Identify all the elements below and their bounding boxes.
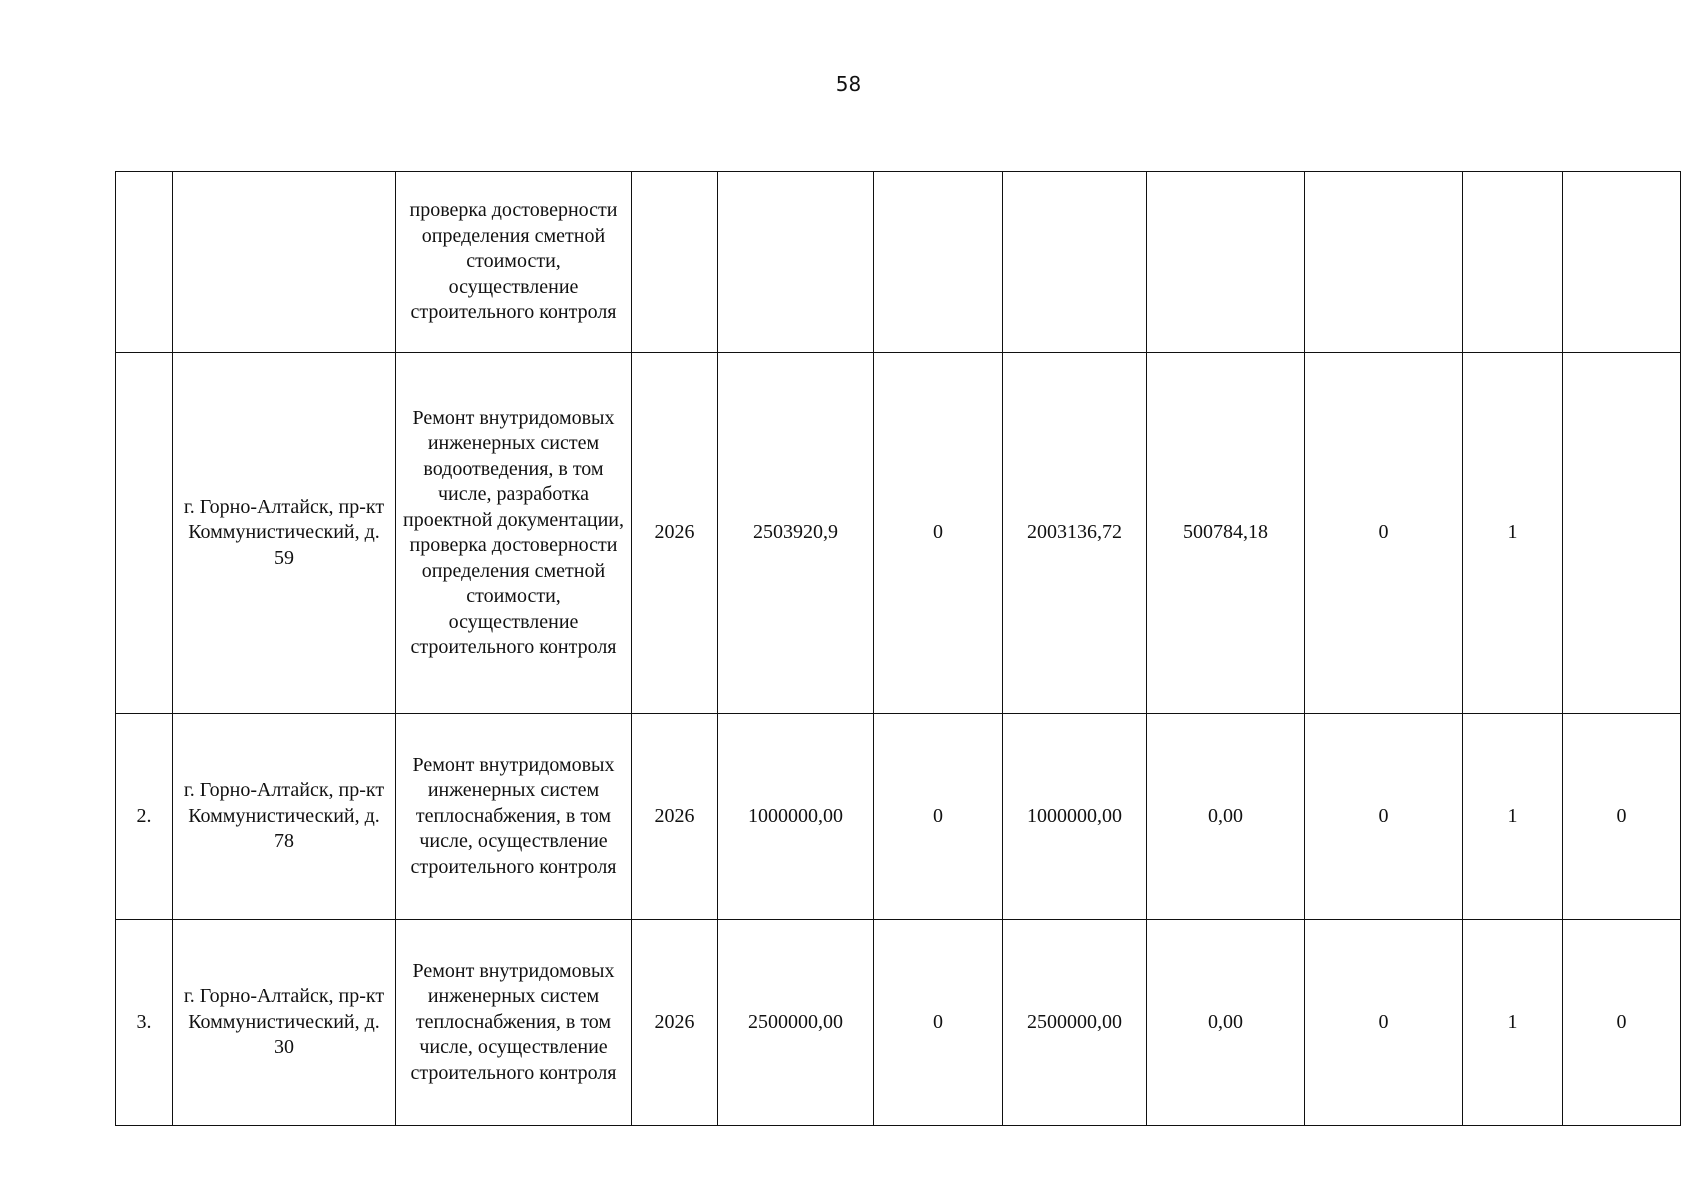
year-cell [632,172,718,353]
work-type-cell: Ремонт внутридомовых инженерных систем водоотведения, в том числе, разработка проектной документации, проверка достоверности определения сметной стоимости, осуществление строительного контроля [396,353,632,714]
table-row [116,353,1681,714]
page-number: 58 [835,72,862,96]
value-cell: 1 [1463,920,1563,1126]
value-cell: 2500000,00 [1003,920,1147,1126]
work-type-cell: Ремонт внутридомовых инженерных систем теплоснабжения, в том числе, осуществление строительного контроля [396,714,632,920]
work-type-cell: Ремонт внутридомовых инженерных систем теплоснабжения, в том числе, осуществление строительного контроля [396,920,632,1126]
total-cost-cell: 2503920,9 [718,353,874,714]
year-cell: 2026 [632,714,718,920]
value-cell: 0 [1305,353,1463,714]
value-cell: 1 [1463,714,1563,920]
value-cell [874,172,1003,353]
value-cell: 0 [1563,714,1681,920]
row-number-cell: 3. [116,920,173,1126]
value-cell: 500784,18 [1147,353,1305,714]
value-cell: 0 [1563,920,1681,1126]
value-cell [1463,172,1563,353]
address-cell: г. Горно-Алтайск, пр-кт Коммунистический, д. 78 [173,714,396,920]
value-cell: 0 [874,353,1003,714]
address-cell: г. Горно-Алтайск, пр-кт Коммунистический, д. 59 [173,353,396,714]
address-cell: г. Горно-Алтайск, пр-кт Коммунистический, д. 30 [173,920,396,1126]
value-cell: 2003136,72 [1003,353,1147,714]
value-cell [1563,353,1681,714]
value-cell: 0 [874,714,1003,920]
year-cell: 2026 [632,353,718,714]
work-type-cell: проверка достоверности определения сметной стоимости, осуществление строительного контроля [396,172,632,353]
value-cell [1147,172,1305,353]
address-cell [173,172,396,353]
row-number-cell [116,353,173,714]
value-cell [1003,172,1147,353]
value-cell [1305,172,1463,353]
value-cell [1563,172,1681,353]
value-cell: 0 [1305,714,1463,920]
row-number-cell [116,172,173,353]
table-row [116,172,1681,353]
value-cell: 0 [1305,920,1463,1126]
total-cost-cell [718,172,874,353]
total-cost-cell: 1000000,00 [718,714,874,920]
value-cell: 0,00 [1147,920,1305,1126]
row-number-cell: 2. [116,714,173,920]
value-cell: 1 [1463,353,1563,714]
value-cell: 0 [874,920,1003,1126]
value-cell: 0,00 [1147,714,1305,920]
table-row [116,920,1681,1126]
value-cell: 1000000,00 [1003,714,1147,920]
table-row [116,714,1681,920]
year-cell: 2026 [632,920,718,1126]
program-table [115,171,1681,1126]
total-cost-cell: 2500000,00 [718,920,874,1126]
